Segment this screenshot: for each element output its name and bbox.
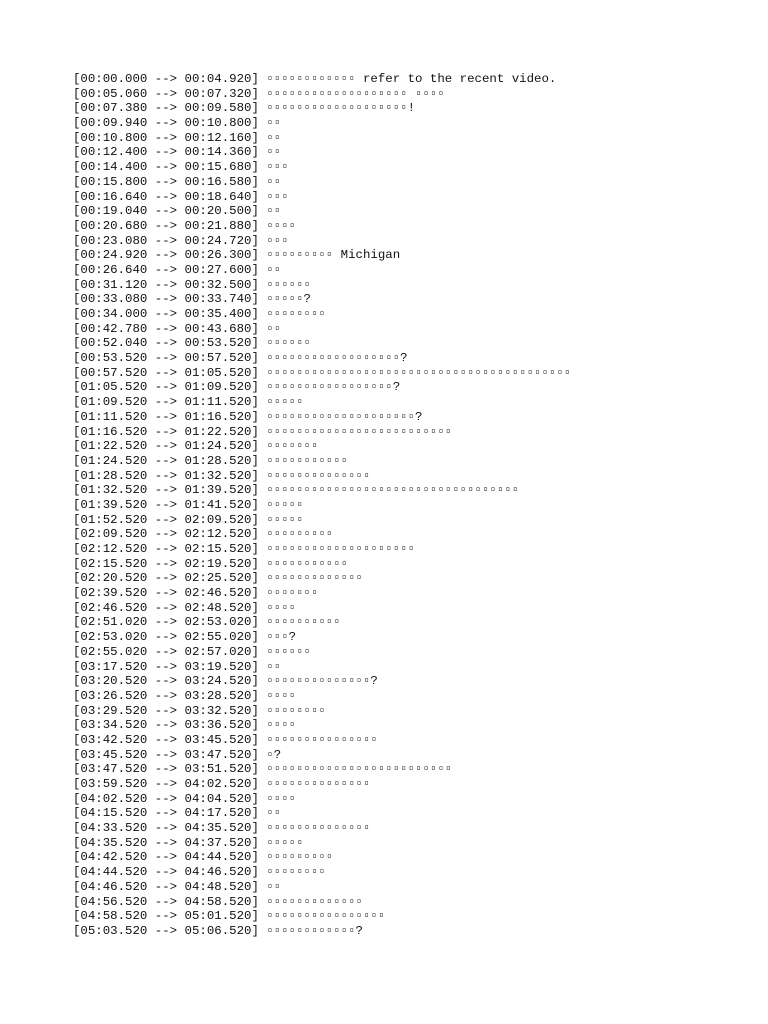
transcript-line: [04:44.520 --> 04:46.520] ▫▫▫▫▫▫▫▫ <box>73 865 326 880</box>
transcript-line: [00:15.800 --> 00:16.580] ▫▫ <box>73 174 282 189</box>
transcript-text <box>73 72 571 939</box>
transcript-line: [01:09.520 --> 01:11.520] ▫▫▫▫▫ <box>73 395 304 410</box>
transcript-line: [00:26.640 --> 00:27.600] ▫▫ <box>73 262 282 277</box>
transcript-line: [00:34.000 --> 00:35.400] ▫▫▫▫▫▫▫▫ <box>73 307 326 321</box>
transcript-line: [00:23.080 --> 00:24.720] ▫▫▫ <box>73 233 289 248</box>
transcript-line: [00:57.520 --> 01:05.520] ▫▫▫▫▫▫▫▫▫▫▫▫▫▫▫▫▫▫▫▫▫▫▫▫▫▫▫▫▫▫▫▫▫▫▫▫▫▫▫▫▫ <box>73 365 572 380</box>
transcript-line: [04:33.520 --> 04:35.520] ▫▫▫▫▫▫▫▫▫▫▫▫▫▫ <box>73 821 371 836</box>
transcript-line: [02:15.520 --> 02:19.520] ▫▫▫▫▫▫▫▫▫▫▫ <box>73 556 349 571</box>
transcript-line: [01:39.520 --> 01:41.520] ▫▫▫▫▫ <box>73 497 304 512</box>
transcript-line: [00:20.680 --> 00:21.880] ▫▫▫▫ <box>73 218 297 233</box>
transcript-line: [01:05.520 --> 01:09.520] ▫▫▫▫▫▫▫▫▫▫▫▫▫▫▫▫▫? <box>73 380 401 395</box>
transcript-line: [01:22.520 --> 01:24.520] ▫▫▫▫▫▫▫ <box>73 439 319 454</box>
transcript-line: [01:11.520 --> 01:16.520] ▫▫▫▫▫▫▫▫▫▫▫▫▫▫▫▫▫▫▫▫? <box>73 409 423 424</box>
transcript-line: [03:17.520 --> 03:19.520] ▫▫ <box>73 659 282 674</box>
transcript-line: [02:39.520 --> 02:46.520] ▫▫▫▫▫▫▫ <box>73 586 319 601</box>
transcript-line: [04:15.520 --> 04:17.520] ▫▫ <box>73 806 282 821</box>
transcript-line: [00:09.940 --> 00:10.800] ▫▫ <box>73 116 282 131</box>
transcript-line: [02:55.020 --> 02:57.020] ▫▫▫▫▫▫ <box>73 644 311 659</box>
transcript-line: [01:24.520 --> 01:28.520] ▫▫▫▫▫▫▫▫▫▫▫ <box>73 453 349 468</box>
transcript-line: [00:31.120 --> 00:32.500] ▫▫▫▫▫▫ <box>73 277 311 292</box>
transcript-line: [04:35.520 --> 04:37.520] ▫▫▫▫▫ <box>73 835 304 850</box>
transcript-line: [00:19.040 --> 00:20.500] ▫▫ <box>73 204 282 219</box>
transcript-line: [01:32.520 --> 01:39.520] ▫▫▫▫▫▫▫▫▫▫▫▫▫▫▫▫▫▫▫▫▫▫▫▫▫▫▫▫▫▫▫▫▫▫ <box>73 483 520 498</box>
transcript-line: [03:29.520 --> 03:32.520] ▫▫▫▫▫▫▫▫ <box>73 703 326 718</box>
transcript-line: [02:09.520 --> 02:12.520] ▫▫▫▫▫▫▫▫▫ <box>73 527 334 542</box>
transcript-line: [00:12.400 --> 00:14.360] ▫▫ <box>73 145 282 160</box>
transcript-line: [03:47.520 --> 03:51.520] ▫▫▫▫▫▫▫▫▫▫▫▫▫▫▫▫▫▫▫▫▫▫▫▫▫ <box>73 762 453 777</box>
transcript-line: [00:42.780 --> 00:43.680] ▫▫ <box>73 321 282 336</box>
transcript-line: [03:34.520 --> 03:36.520] ▫▫▫▫ <box>73 718 297 733</box>
transcript-line: [01:16.520 --> 01:22.520] ▫▫▫▫▫▫▫▫▫▫▫▫▫▫▫▫▫▫▫▫▫▫▫▫▫ <box>73 424 453 439</box>
transcript-line: [00:33.080 --> 00:33.740] ▫▫▫▫▫? <box>73 292 311 307</box>
transcript-line: [04:58.520 --> 05:01.520] ▫▫▫▫▫▫▫▫▫▫▫▫▫▫▫▫ <box>73 909 386 924</box>
transcript-line: [00:52.040 --> 00:53.520] ▫▫▫▫▫▫ <box>73 336 311 351</box>
transcript-line: [02:46.520 --> 02:48.520] ▫▫▫▫ <box>73 600 297 615</box>
transcript-line: [00:07.380 --> 00:09.580] ▫▫▫▫▫▫▫▫▫▫▫▫▫▫▫▫▫▫▫! <box>73 101 416 116</box>
transcript-line: [02:53.020 --> 02:55.020] ▫▫▫? <box>73 630 297 645</box>
transcript-line: [03:59.520 --> 04:02.520] ▫▫▫▫▫▫▫▫▫▫▫▫▫▫ <box>73 777 371 791</box>
transcript-line: [01:52.520 --> 02:09.520] ▫▫▫▫▫ <box>73 512 304 527</box>
transcript-line: [04:56.520 --> 04:58.520] ▫▫▫▫▫▫▫▫▫▫▫▫▫ <box>73 894 363 909</box>
transcript-line: [03:45.520 --> 03:47.520] ▫? <box>73 747 282 762</box>
transcript-line: [02:20.520 --> 02:25.520] ▫▫▫▫▫▫▫▫▫▫▫▫▫ <box>73 571 363 586</box>
transcript-line: [00:16.640 --> 00:18.640] ▫▫▫ <box>73 189 289 204</box>
transcript-line: [00:00.000 --> 00:04.920] ▫▫▫▫▫▫▫▫▫▫▫▫ refer to the recent video. <box>73 72 557 86</box>
transcript-line: [00:14.400 --> 00:15.680] ▫▫▫ <box>73 160 289 175</box>
transcript-line: [05:03.520 --> 05:06.520] ▫▫▫▫▫▫▫▫▫▫▫▫? <box>73 923 363 938</box>
transcript-line: [03:20.520 --> 03:24.520] ▫▫▫▫▫▫▫▫▫▫▫▫▫▫? <box>73 674 378 689</box>
transcript-line: [00:24.920 --> 00:26.300] ▫▫▫▫▫▫▫▫▫ Michigan <box>73 248 401 263</box>
transcript-line: [03:42.520 --> 03:45.520] ▫▫▫▫▫▫▫▫▫▫▫▫▫▫▫ <box>73 732 378 747</box>
transcript-line: [03:26.520 --> 03:28.520] ▫▫▫▫ <box>73 688 297 703</box>
transcript-line: [04:02.520 --> 04:04.520] ▫▫▫▫ <box>73 791 297 806</box>
transcript-line: [00:53.520 --> 00:57.520] ▫▫▫▫▫▫▫▫▫▫▫▫▫▫▫▫▫▫? <box>73 351 408 366</box>
transcript-line: [02:12.520 --> 02:15.520] ▫▫▫▫▫▫▫▫▫▫▫▫▫▫▫▫▫▫▫▫ <box>73 542 416 556</box>
transcript-line: [04:46.520 --> 04:48.520] ▫▫ <box>73 879 282 894</box>
transcript-line: [04:42.520 --> 04:44.520] ▫▫▫▫▫▫▫▫▫ <box>73 850 334 865</box>
transcript-line: [01:28.520 --> 01:32.520] ▫▫▫▫▫▫▫▫▫▫▫▫▫▫ <box>73 468 371 483</box>
transcript-line: [00:10.800 --> 00:12.160] ▫▫ <box>73 130 282 145</box>
transcript-line: [00:05.060 --> 00:07.320] ▫▫▫▫▫▫▫▫▫▫▫▫▫▫▫▫▫▫▫ ▫▫▫▫ <box>73 86 445 101</box>
transcript-line: [02:51.020 --> 02:53.020] ▫▫▫▫▫▫▫▫▫▫ <box>73 615 341 630</box>
